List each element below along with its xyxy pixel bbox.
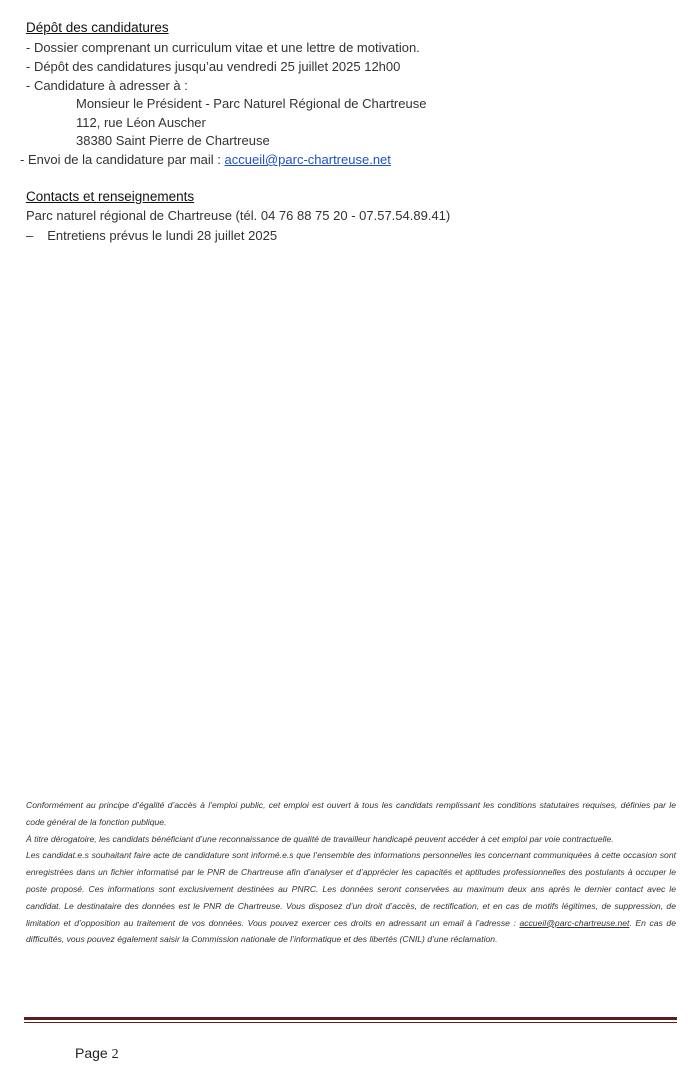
- legal-paragraph: [26, 847, 676, 948]
- page-number: 2: [111, 1047, 119, 1062]
- candidature-item: - Dépôt des candidatures jusqu’au vendredi 25 juillet 2025 12h00: [26, 59, 401, 74]
- candidature-item: - Candidature à adresser à :: [26, 78, 188, 93]
- footer-rule-thick: [24, 1017, 677, 1020]
- interview-line: [26, 228, 277, 243]
- legal-text: . En cas de difficultés, vous pouvez également saisir la Commission nationale de l’informatique et des libertés (CNIL) d’une réclamation.: [26, 917, 676, 945]
- email-link[interactable]: accueil@parc-chartreuse.net: [224, 152, 391, 167]
- section-title-candidatures: Dépôt des candidatures: [26, 20, 169, 35]
- footer-rule-thin: [24, 1022, 677, 1023]
- legal-paragraph: Conformément au principe d’égalité d’accès à l’emploi public, cet emploi est ouvert à tous les candidats remplissant les conditions statutaires requises, définies par le code général de la fonction publique.: [26, 800, 676, 827]
- mail-line: [20, 152, 391, 167]
- dash-bullet: –: [26, 228, 34, 243]
- section-title-contacts: Contacts et renseignements: [26, 189, 195, 204]
- legal-notice: [26, 797, 676, 948]
- contact-line: Parc naturel régional de Chartreuse (tél. 04 76 88 75 20 - 07.57.54.89.41): [26, 208, 451, 223]
- address-line: 38380 Saint Pierre de Chartreuse: [76, 133, 270, 148]
- address-line: 112, rue Léon Auscher: [76, 115, 206, 130]
- interview-text: Entretiens prévus le lundi 28 juillet 2025: [47, 228, 278, 243]
- page-label: Page: [75, 1045, 112, 1061]
- legal-paragraph: À titre dérogatoire, les candidats bénéficiant d’une reconnaissance de qualité de travailleur handicapé peuvent accéder à cet emploi par voie contractuelle.: [26, 833, 614, 844]
- legal-text: Les candidat.e.s souhaitant faire acte de candidature sont informé.e.s que l’ensemble des informations personnelles les concernant communiquées à cette occasion sont enregistrées dans un fichier informatisé par le PNR de Chartreuse afin d’analyser et d’apprécier les capacités et aptitudes professionnelles des postulants à occuper le poste proposé. Ces informations sont exclusivement destinées au PNRC. Les données seront conservées au maximum deux ans après le dernier contact avec le candidat. Le destinataire des données est le PNR de Chartreuse. Vous disposez d’un droit d’accès, de rectification, et en cas de motifs légitimes, de suppression, de limitation et d’opposition au traitement de vos données. Vous pouvez exercer ces droits en adressant un email à l’adresse :: [26, 850, 676, 928]
- legal-email-link[interactable]: accueil@parc-chartreuse.net: [519, 917, 630, 928]
- page-footer: [75, 1045, 119, 1063]
- address-line: Monsieur le Président - Parc Naturel Régional de Chartreuse: [76, 96, 427, 111]
- candidature-item: - Dossier comprenant un curriculum vitae et une lettre de motivation.: [26, 40, 420, 55]
- mail-prefix: - Envoi de la candidature par mail :: [20, 152, 225, 167]
